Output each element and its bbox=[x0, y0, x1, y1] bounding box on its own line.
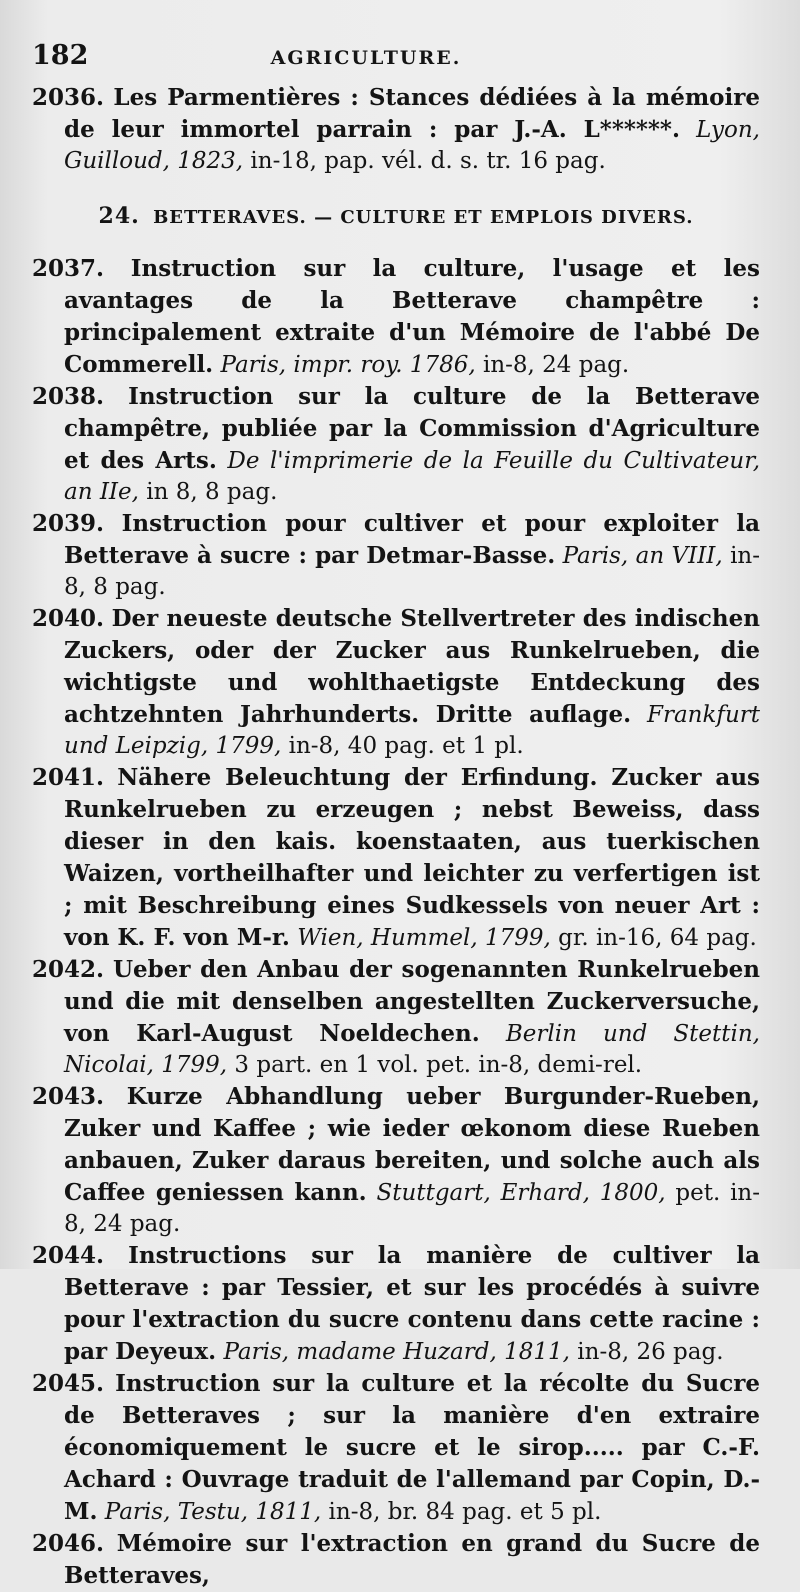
entry-number: 2043. bbox=[32, 1083, 105, 1110]
entry-imprint: Paris, madame Huzard, 1811, bbox=[223, 1339, 570, 1365]
bibliography-entry bbox=[32, 954, 760, 1081]
entry-title: Kurze Abhandlung ueber Burgunder-Rueben, Zuker und Kaffee ; wie ieder œkonom diese Rueben anbauen, Zuker daraus bereiten, und solche auch als Caffee geniessen kann. bbox=[64, 1083, 761, 1206]
entry-imprint: Wien, Hummel, 1799, bbox=[297, 925, 551, 951]
entry-imprint: Berlin und Stettin, Nicolai, 1799, bbox=[64, 1021, 760, 1078]
entry-number: 2041. bbox=[32, 764, 105, 791]
entry-collation: in-8, br. 84 pag. et 5 pl. bbox=[328, 1499, 602, 1525]
entry-collation: in-8, 40 pag. et 1 pl. bbox=[288, 733, 524, 759]
entry-imprint: De l'imprimerie de la Feuille du Cultivateur, an IIe, bbox=[64, 448, 761, 505]
entries-list bbox=[32, 253, 760, 1592]
entry-collation: pet. in-8, 24 pag. bbox=[64, 1180, 761, 1237]
bibliography-entry bbox=[32, 1081, 760, 1240]
entry-title: Mémoire sur l'extraction en grand du Sucre de Betteraves, bbox=[64, 1530, 760, 1589]
entry-number: 2036. bbox=[32, 84, 105, 111]
entry-imprint: Lyon, Guilloud, 1823, bbox=[64, 117, 760, 174]
running-head: AGRICULTURE. bbox=[270, 47, 462, 69]
entry-imprint: Paris, Testu, 1811, bbox=[104, 1499, 322, 1525]
entry-title: Instruction sur la culture de la Betterave champêtre, publiée par la Commission d'Agriculture et des Arts. bbox=[64, 383, 761, 474]
bibliography-entry bbox=[32, 381, 760, 508]
entry-title: Ueber den Anbau der sogenannten Runkelrueben und die mit denselben angestellten Zuckerversuche, von Karl-August Noeldechen. bbox=[64, 956, 761, 1047]
entry-number: 2046. bbox=[32, 1530, 105, 1557]
bibliography-entry bbox=[32, 762, 760, 954]
entry-title: Nähere Beleuchtung der Erfindung. Zucker aus Runkelrueben zu erzeugen ; nebst Beweiss, dass dieser in den kais. koenstaaten, aus tuerkischen Waizen, vortheilhafter und leichter zu verfertigen ist ; mit Beschreibung eines Sudkessels von neuer Art : von K. F. von M-r. bbox=[64, 764, 760, 951]
entry-number: 2045. bbox=[32, 1370, 105, 1397]
section-title: BETTERAVES. — CULTURE ET EMPLOIS DIVERS. bbox=[153, 207, 694, 228]
entry-title: Instruction sur la culture, l'usage et les avantages de la Betterave champêtre : principalement extraite d'un Mémoire de l'abbé De Commerell. bbox=[64, 255, 761, 378]
entry-number: 2039. bbox=[32, 510, 105, 537]
entry-title: Instruction sur la culture et la récolte du Sucre de Betteraves ; sur la manière d'en extraire économiquement le sucre et le sirop..... par C.-F. Achard : Ouvrage traduit de l'allemand par Copin, D.-M. bbox=[64, 1370, 760, 1525]
bibliography-entry bbox=[32, 1528, 760, 1592]
entry-collation: in-8, 24 pag. bbox=[482, 352, 630, 378]
section-heading bbox=[32, 203, 760, 229]
entry-title: Les Parmentières : Stances dédiées à la mémoire de leur immortel parrain : par J.-A. L******. bbox=[64, 84, 761, 143]
bibliography-entry bbox=[32, 82, 760, 177]
entry-collation: gr. in-16, 64 pag. bbox=[558, 925, 757, 951]
bibliography-entry bbox=[32, 1368, 760, 1528]
entry-collation: 3 part. en 1 vol. pet. in-8, demi-rel. bbox=[234, 1052, 643, 1078]
entry-number: 2037. bbox=[32, 255, 105, 282]
bibliography-entry bbox=[32, 253, 760, 381]
entry-title: Der neueste deutsche Stellvertreter des indischen Zuckers, oder der Zucker aus Runkelrueben, die wichtigste und wohlthaetigste Entdeckung des achtzehnten Jahrhunderts. Dritte auflage. bbox=[64, 605, 761, 728]
entry-collation: in 8, 8 pag. bbox=[146, 479, 278, 505]
entry-number: 2044. bbox=[32, 1242, 105, 1269]
entry-number: 2042. bbox=[32, 956, 105, 983]
entry-collation: in-8, 8 pag. bbox=[64, 543, 761, 600]
bibliography-entry bbox=[32, 1240, 760, 1368]
entry-collation: in-8, 26 pag. bbox=[577, 1339, 724, 1365]
entries-before-list bbox=[32, 82, 760, 177]
entry-title: Instruction pour cultiver et pour exploiter la Betterave à sucre : par Detmar-Basse. bbox=[64, 510, 760, 569]
page-number: 182 bbox=[32, 40, 89, 71]
entry-number: 2038. bbox=[32, 383, 105, 410]
entry-title: Instructions sur la manière de cultiver la Betterave : par Tessier, et sur les procédés à suivre pour l'extraction du sucre contenu dans cette racine : par Deyeux. bbox=[64, 1242, 761, 1365]
bibliography-entry bbox=[32, 603, 760, 762]
page-header bbox=[32, 40, 760, 82]
entry-imprint: Paris, an VIII, bbox=[562, 543, 723, 569]
entry-number: 2040. bbox=[32, 605, 105, 632]
bibliography-entry bbox=[32, 508, 760, 603]
section-number: 24. bbox=[98, 203, 140, 229]
entry-collation: in-18, pap. vél. d. s. tr. 16 pag. bbox=[250, 148, 606, 174]
entry-imprint: Stuttgart, Erhard, 1800, bbox=[376, 1180, 666, 1206]
entry-imprint: Frankfurt und Leipzig, 1799, bbox=[64, 702, 760, 759]
entry-imprint: Paris, impr. roy. 1786, bbox=[220, 352, 476, 378]
